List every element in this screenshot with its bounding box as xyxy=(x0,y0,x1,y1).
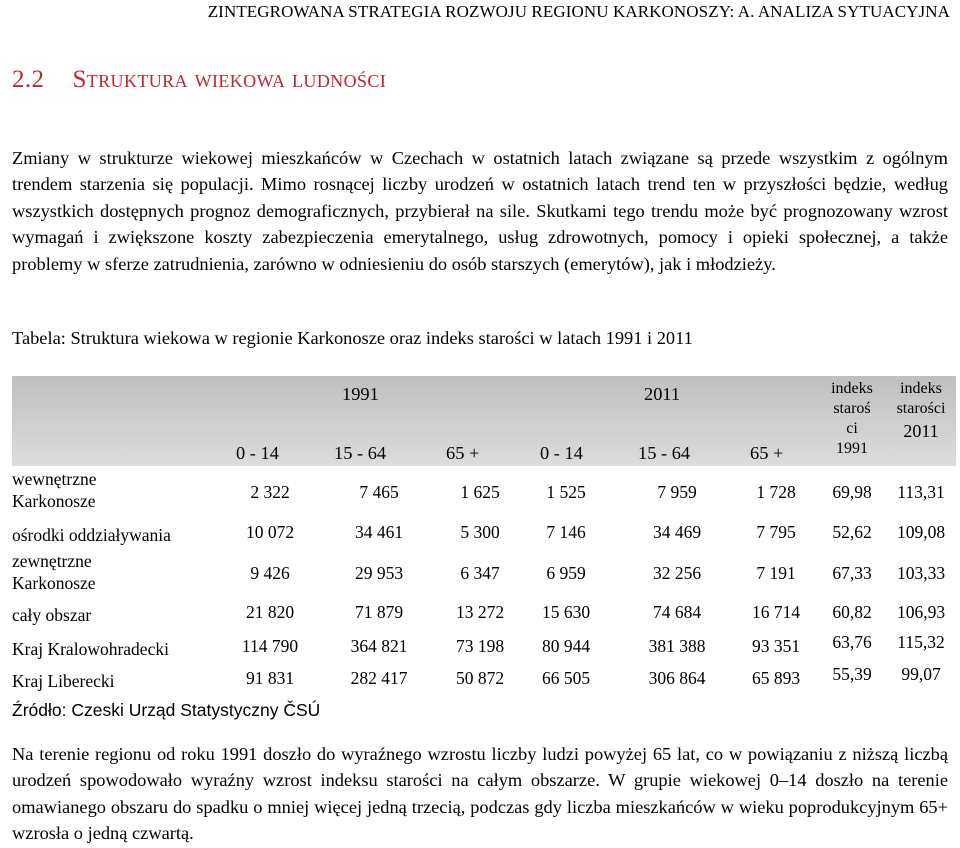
row-name xyxy=(12,670,115,692)
table-cell: 21 820 xyxy=(245,602,295,622)
header-age-65-1991: 65 + xyxy=(446,443,480,463)
table-cell: 7 191 xyxy=(756,563,796,583)
table-cell: 69,98 xyxy=(832,482,872,502)
table-cell: 381 388 xyxy=(648,636,706,656)
outro-paragraph: Na terenie regionu od roku 1991 doszło do wyraźnego wzrostu liczby ludzi powyżej 65 lat, co w powiązaniu z niższą liczbą urodzeń spowodowało wyraźny wzrost indeksu starości na całym obszarze. W grupie wiekowej 0–14 doszło na terenie omawianego obszaru do spadku o mniej więcej jedną trzecią, podczas gdy liczba mieszkańców w wieku poprodukcyjnym 65+ wzrosła o jedną czwartą. xyxy=(12,744,948,844)
table-row xyxy=(12,550,956,596)
table-cell: 1 728 xyxy=(756,482,796,502)
header-year-1991: 1991 xyxy=(342,384,379,404)
header-age-15-64-2011: 15 - 64 xyxy=(638,443,691,463)
table-cell: 109,08 xyxy=(896,522,946,542)
table-cell: 1 625 xyxy=(460,482,500,502)
table-row xyxy=(12,522,956,548)
header-age-0-14-1991: 0 - 14 xyxy=(236,443,279,463)
table-cell: 115,32 xyxy=(897,632,945,652)
table-cell: 67,33 xyxy=(832,563,872,583)
row-name-line: Kraj Liberecki xyxy=(12,671,115,691)
row-name xyxy=(12,524,171,546)
table-cell: 60,82 xyxy=(832,602,872,622)
table-cell: 306 864 xyxy=(648,668,706,688)
table-cell: 93 351 xyxy=(751,636,801,656)
table-cell: 16 714 xyxy=(751,602,801,622)
table-cell: 65 893 xyxy=(751,668,801,688)
table-cell: 52,62 xyxy=(832,522,872,542)
row-name xyxy=(12,468,97,512)
header-index-2011-line: indeks xyxy=(900,380,942,397)
table-cell: 6 347 xyxy=(460,563,500,583)
table-cell: 55,39 xyxy=(832,664,872,684)
table-cell: 10 072 xyxy=(245,522,295,542)
table-cell: 7 795 xyxy=(756,522,796,542)
row-name-line: cały obszar xyxy=(12,605,92,625)
table-cell: 34 469 xyxy=(652,522,702,542)
table-row xyxy=(12,664,956,694)
section-title-text: Struktura wiekowa ludności xyxy=(72,66,387,93)
table-cell: 29 953 xyxy=(354,563,404,583)
header-index-1991 xyxy=(820,379,884,459)
table-caption: Tabela: Struktura wiekowa w regionie Karkonosze oraz indeks starości w latach 1991 i 2011 xyxy=(12,328,693,348)
table-cell: 15 630 xyxy=(541,602,591,622)
table-source: Źródło: Czeski Urząd Statystyczny ČSÚ xyxy=(12,700,321,720)
table-cell: 13 272 xyxy=(455,602,505,622)
table-cell: 66 505 xyxy=(541,668,591,688)
row-name-line: Karkonosze xyxy=(12,573,96,593)
row-name-line: zewnętrzne xyxy=(12,551,92,571)
section-title xyxy=(12,66,386,94)
table-cell: 282 417 xyxy=(350,668,408,688)
table-cell: 103,33 xyxy=(896,563,946,583)
table-cell: 32 256 xyxy=(652,563,702,583)
table-cell: 106,93 xyxy=(896,602,946,622)
table-cell: 6 959 xyxy=(546,563,586,583)
header-index-2011-line: 2011 xyxy=(903,421,939,441)
intro-paragraph: Zmiany w strukturze wiekowej mieszkańców w Czechach w ostatnich latach związane są przede wszystkim z ogólnym trendem starzenia się populacji. Mimo rosnącej liczby urodzeń w ostatnich latach trend ten w przyszłości będzie, według wszystkich dostępnych prognoz demograficznych, przybierał na sile. Skutkami tego trendu może być prognozowany wzrost wymagań i zwiększone koszty zabezpieczenia emerytalnego, usług zdrowotnych, pomocy i opieki społecznej, a także problemy w sferze zatrudnienia, zarówno w odniesieniu do osób starszych (emerytów), jak i młodzieży. xyxy=(12,148,948,274)
table-cell: 364 821 xyxy=(350,636,408,656)
header-index-1991-line: indeks xyxy=(831,380,873,397)
header-index-2011 xyxy=(886,379,956,441)
table-cell: 1 525 xyxy=(546,482,586,502)
table-header-background xyxy=(12,376,956,466)
row-name xyxy=(12,604,91,626)
table-cell: 7 146 xyxy=(546,522,586,542)
table-cell: 2 322 xyxy=(250,482,290,502)
table-row xyxy=(12,602,956,628)
table-cell: 80 944 xyxy=(541,636,591,656)
table-cell: 7 959 xyxy=(657,482,697,502)
row-name xyxy=(12,638,169,660)
header-index-2011-line: starości xyxy=(896,400,946,417)
table-cell: 71 879 xyxy=(354,602,404,622)
table-row xyxy=(12,632,956,662)
row-name-line: Karkonosze xyxy=(12,491,96,511)
table-cell: 113,31 xyxy=(897,482,945,502)
table-cell: 63,76 xyxy=(832,632,872,652)
header-age-0-14-2011: 0 - 14 xyxy=(540,443,583,463)
table-cell: 73 198 xyxy=(455,636,505,656)
table-cell: 99,07 xyxy=(901,664,941,684)
header-index-1991-line: ci xyxy=(846,420,858,437)
table-cell: 9 426 xyxy=(250,563,290,583)
header-age-15-64-1991: 15 - 64 xyxy=(334,443,387,463)
table-cell: 50 872 xyxy=(455,668,505,688)
section-number: 2.2 xyxy=(12,66,45,93)
table-cell: 74 684 xyxy=(652,602,702,622)
header-age-65-2011: 65 + xyxy=(750,443,784,463)
row-name-line: Kraj Kralowohradecki xyxy=(12,639,169,659)
table-cell: 7 465 xyxy=(359,482,399,502)
table-cell: 34 461 xyxy=(354,522,404,542)
row-name-line: wewnętrzne xyxy=(12,469,97,489)
row-name-line: ośrodki oddziaływania xyxy=(12,525,171,545)
table-row xyxy=(12,468,956,514)
header-index-1991-line: staroś xyxy=(833,400,871,417)
running-header: ZINTEGROWANA STRATEGIA ROZWOJU REGIONU KARKONOSZY: A. ANALIZA SYTUACYJNA xyxy=(207,2,950,21)
row-name xyxy=(12,550,96,594)
header-year-2011: 2011 xyxy=(644,384,681,404)
table-cell: 114 790 xyxy=(241,636,299,656)
table-cell: 5 300 xyxy=(460,522,500,542)
header-index-1991-line: 1991 xyxy=(836,440,868,457)
table-cell: 91 831 xyxy=(245,668,295,688)
